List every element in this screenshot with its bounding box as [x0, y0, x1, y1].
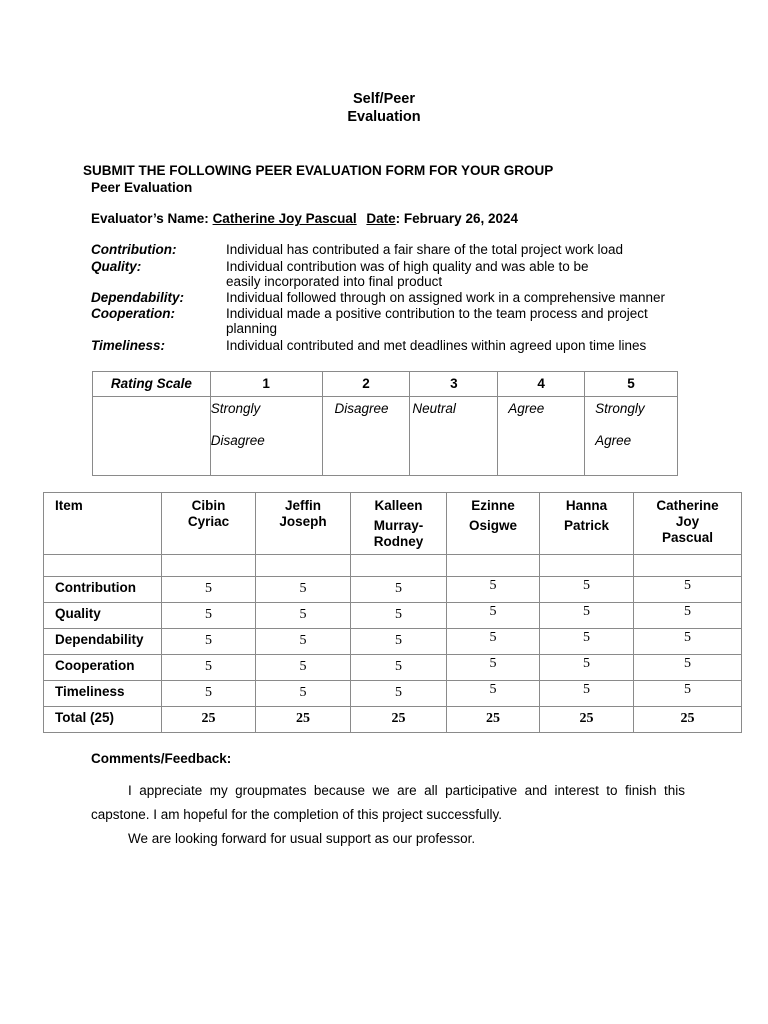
comment-paragraph-2: We are looking forward for usual support as our professor. [128, 831, 476, 846]
rating-level-3: 3 [410, 372, 498, 397]
score-cell: 5 [162, 577, 256, 603]
date-label: Date [366, 211, 396, 226]
score-cell: 5 [162, 681, 256, 707]
criterion-name-dependability: Dependability: [91, 290, 185, 305]
criterion-desc-cooperation: Individual made a positive contribution to the team process and project planning [226, 306, 648, 336]
row-label-dependability: Dependability [44, 629, 162, 655]
member-5-line1: Hanna [565, 498, 608, 513]
score-cell: 5 [540, 603, 634, 629]
member-1-line1: Cibin [191, 498, 226, 513]
rating-desc-empty [93, 397, 211, 476]
evaluator-name-label: Evaluator’s Name: [91, 211, 209, 226]
member-header-2 [256, 493, 351, 555]
score-cell: 5 [447, 603, 540, 629]
row-label-quality: Quality [44, 603, 162, 629]
table-row [44, 577, 742, 603]
empty-cell [351, 555, 447, 577]
member-header-1 [162, 493, 256, 555]
score-cell: 5 [351, 603, 447, 629]
table-row [44, 655, 742, 681]
table-row [44, 681, 742, 707]
member-2-line2: Joseph [279, 514, 327, 529]
total-cell: 25 [162, 707, 256, 733]
criterion-desc-contribution: Individual has contributed a fair share of the total project work load [226, 242, 623, 257]
rating-desc-2 [322, 397, 410, 476]
criterion-desc-dependability: Individual followed through on assigned work in a comprehensive manner [226, 290, 666, 305]
score-cell: 5 [256, 655, 351, 681]
score-cell: 5 [540, 655, 634, 681]
empty-cell [256, 555, 351, 577]
table-row [44, 629, 742, 655]
row-label-total: Total (25) [44, 707, 162, 733]
criterion-name-quality: Quality: [91, 259, 142, 274]
member-5-line2: Patrick [563, 518, 610, 533]
member-6-line3: Pascual [661, 530, 714, 545]
row-label-contribution: Contribution [44, 577, 162, 603]
score-cell: 5 [634, 577, 742, 603]
rating-desc-1 [210, 397, 322, 476]
score-cell: 5 [351, 681, 447, 707]
member-header-4 [447, 493, 540, 555]
score-cell: 5 [162, 629, 256, 655]
table-row [44, 603, 742, 629]
total-cell: 25 [256, 707, 351, 733]
comments-heading: Comments/Feedback: [91, 751, 232, 766]
member-6-line1: Catherine [656, 498, 719, 513]
criterion-name-timeliness: Timeliness: [91, 338, 166, 353]
empty-cell [44, 555, 162, 577]
member-3-line1: Kalleen [374, 498, 423, 513]
score-cell: 5 [540, 629, 634, 655]
score-cell: 5 [634, 655, 742, 681]
member-2-line1: Jeffin [284, 498, 321, 513]
score-cell: 5 [540, 681, 634, 707]
rating-desc-4-line1: Agree [508, 401, 545, 416]
peer-evaluation-subtitle: Peer Evaluation [91, 180, 193, 195]
score-cell: 5 [634, 603, 742, 629]
criterion-desc-quality: Individual contribution was of high quality and was able to be easily incorporated into final product [226, 259, 589, 289]
score-cell: 5 [162, 655, 256, 681]
score-cell: 5 [634, 629, 742, 655]
score-cell: 5 [447, 577, 540, 603]
rating-desc-5-line2: Agree [595, 433, 632, 448]
rating-scale-table [92, 371, 678, 476]
score-cell: 5 [540, 577, 634, 603]
peer-evaluation-table [43, 492, 742, 733]
total-cell: 25 [634, 707, 742, 733]
rating-desc-3-line1: Neutral [412, 401, 456, 416]
empty-cell [540, 555, 634, 577]
score-cell: 5 [256, 681, 351, 707]
total-cell: 25 [540, 707, 634, 733]
empty-cell [634, 555, 742, 577]
criterion-desc-timeliness: Individual contributed and met deadlines within agreed upon time lines [226, 338, 647, 353]
criterion-name-cooperation: Cooperation: [91, 306, 175, 321]
item-header: Item [44, 493, 162, 555]
rating-desc-3 [410, 397, 498, 476]
score-cell: 5 [162, 603, 256, 629]
instruction-heading: SUBMIT THE FOLLOWING PEER EVALUATION FORM FOR YOUR GROUP [83, 163, 554, 178]
member-header-5 [540, 493, 634, 555]
page-title-line1: Self/Peer [352, 91, 416, 107]
rating-desc-5-line1: Strongly [595, 401, 645, 416]
row-label-timeliness: Timeliness [44, 681, 162, 707]
evaluator-line [91, 211, 518, 226]
rating-scale-label: Rating Scale [93, 372, 211, 397]
rating-level-4: 4 [498, 372, 585, 397]
rating-level-2: 2 [322, 372, 410, 397]
total-row [44, 707, 742, 733]
score-cell: 5 [351, 655, 447, 681]
empty-row [44, 555, 742, 577]
empty-cell [447, 555, 540, 577]
page-title-line2: Evaluation [347, 109, 421, 125]
date-value: : February 26, 2024 [395, 211, 518, 226]
comment-paragraph-1: I appreciate my groupmates because we are all participative and interest to finish this capstone. I am hopeful for the completion of this project successfully. [91, 783, 685, 822]
empty-cell [162, 555, 256, 577]
score-cell: 5 [447, 655, 540, 681]
rating-desc-1-line2: Disagree [210, 433, 265, 448]
rating-desc-2-line1: Disagree [334, 401, 389, 416]
score-cell: 5 [256, 603, 351, 629]
criterion-name-contribution: Contribution: [91, 242, 177, 257]
score-cell: 5 [447, 629, 540, 655]
total-cell: 25 [447, 707, 540, 733]
member-6-line2: Joy [675, 514, 700, 529]
total-cell: 25 [351, 707, 447, 733]
rating-desc-1-line1: Strongly [210, 401, 261, 416]
score-cell: 5 [256, 577, 351, 603]
row-label-cooperation: Cooperation [44, 655, 162, 681]
rating-desc-4 [498, 397, 585, 476]
member-3-line3: Rodney [373, 534, 424, 549]
score-cell: 5 [447, 681, 540, 707]
score-cell: 5 [634, 681, 742, 707]
member-4-line2: Osigwe [468, 518, 517, 533]
score-cell: 5 [351, 577, 447, 603]
rating-desc-5 [585, 397, 678, 476]
score-cell: 5 [256, 629, 351, 655]
member-1-line2: Cyriac [187, 514, 230, 529]
member-header-6 [634, 493, 742, 555]
rating-level-5: 5 [585, 372, 678, 397]
member-3-line2: Murray- [373, 518, 424, 533]
member-4-line1: Ezinne [471, 498, 515, 513]
rating-level-1: 1 [210, 372, 322, 397]
score-cell: 5 [351, 629, 447, 655]
evaluator-name-value: Catherine Joy Pascual [212, 211, 357, 226]
member-header-3 [351, 493, 447, 555]
